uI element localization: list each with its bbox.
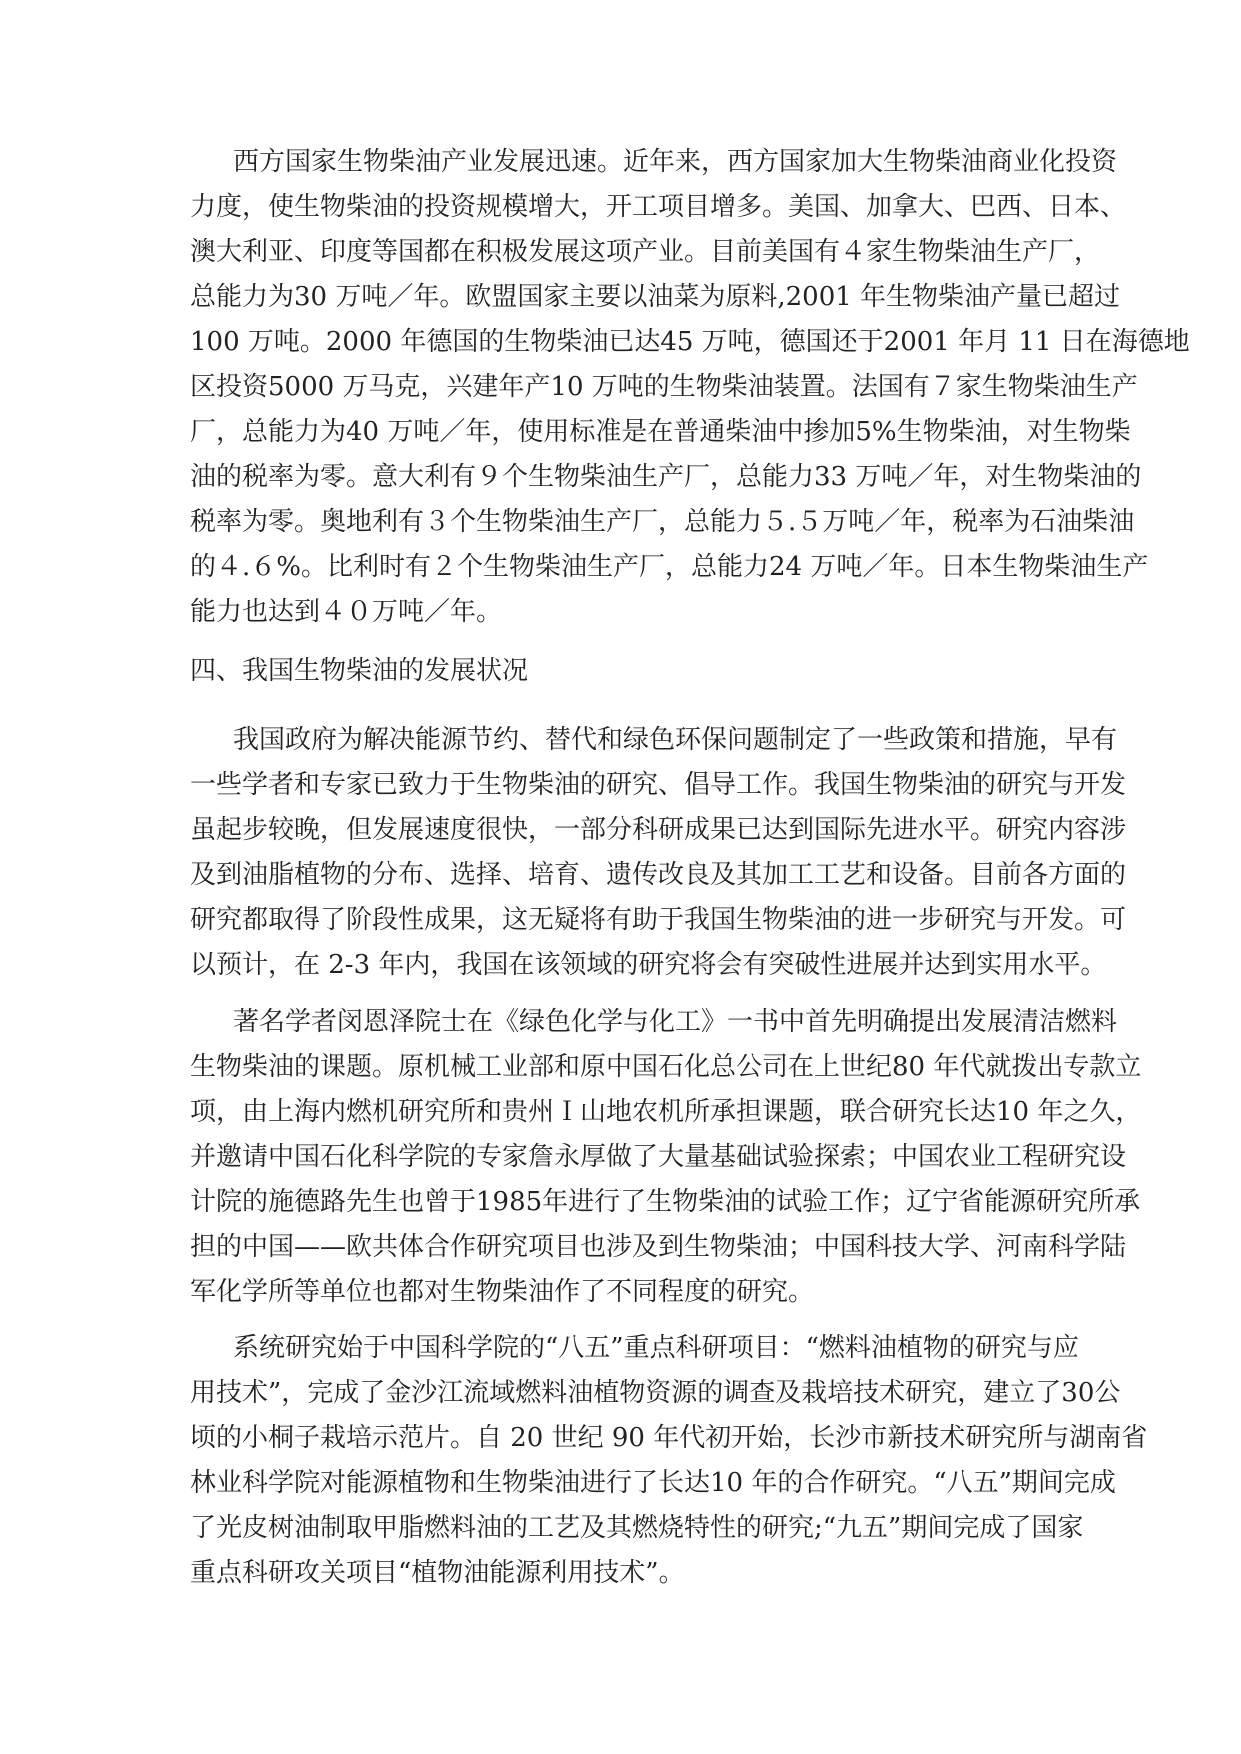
paragraph-line: 并邀请中国石化科学院的专家詹永厚做了大量基础试验探索；中国农业工程研究设 (190, 1142, 1127, 1172)
paragraph-line: 澳大利亚、印度等国都在积极发展这项产业。目前美国有４家生物柴油生产厂， (190, 237, 1101, 267)
paragraph-china-policy (190, 718, 1127, 988)
paragraph-line: 的４.６%。比利时有２个生物柴油生产厂，总能力24 万吨／年。日本生物柴油生产 (190, 552, 1149, 582)
paragraph-cas-research (190, 1326, 1148, 1596)
paragraph-line: 油的税率为零。意大利有９个生物柴油生产厂，总能力33 万吨／年，对生物柴油的 (190, 462, 1142, 492)
paragraph-line: 一些学者和专家已致力于生物柴油的研究、倡导工作。我国生物柴油的研究与开发 (190, 770, 1127, 800)
paragraph-min-enze (190, 1000, 1142, 1315)
paragraph-line: 我国政府为解决能源节约、替代和绿色环保问题制定了一些政策和措施，早有 (233, 725, 1118, 755)
paragraph-line: 区投资5000 万马克，兴建年产10 万吨的生物柴油装置。法国有７家生物柴油生产 (190, 372, 1138, 402)
paragraph-line: 著名学者闵恩泽院士在《绿色化学与化工》一书中首先明确提出发展清洁燃料 (233, 1007, 1118, 1037)
paragraph-line: 力度，使生物柴油的投资规模增大，开工项目增多。美国、加拿大、巴西、日本、 (190, 192, 1127, 222)
section-heading-text: 四、我国生物柴油的发展状况 (190, 656, 529, 686)
paragraph-line: 了光皮树油制取甲脂燃料油的工艺及其燃烧特性的研究;“九五”期间完成了国家 (190, 1513, 1084, 1543)
paragraph-line: 林业科学院对能源植物和生物柴油进行了长达10 年的合作研究。“八五”期间完成 (190, 1468, 1116, 1498)
paragraph-line: 生物柴油的课题。原机械工业部和原中国石化总公司在上世纪80 年代就拨出专款立 (190, 1052, 1142, 1082)
paragraph-line: 项，由上海内燃机研究所和贵州Ｉ山地农机所承担课题，联合研究长达10 年之久， (190, 1097, 1142, 1127)
paragraph-line: 能力也达到４０万吨／年。 (190, 597, 503, 627)
section-heading (190, 649, 1090, 694)
paragraph-line: 税率为零。奥地利有３个生物柴油生产厂，总能力５.５万吨／年，税率为石油柴油 (190, 507, 1135, 537)
paragraph-line: 虽起步较晚，但发展速度很快，一部分科研成果已达到国际先进水平。研究内容涉 (190, 815, 1127, 845)
paragraph-line: 西方国家生物柴油产业发展迅速。近年来，西方国家加大生物柴油商业化投资 (233, 147, 1118, 177)
paragraph-line: 用技术”，完成了金沙江流域燃料油植物资源的调查及栽培技术研究，建立了30公 (190, 1378, 1121, 1408)
paragraph-line: 100 万吨。2000 年德国的生物柴油已达45 万吨，德国还于2001 年月 11 日在海德地 (190, 327, 1190, 357)
paragraph-line: 顷的小桐子栽培示范片。自 20 世纪 90 年代初开始，长沙市新技术研究所与湖南省 (190, 1423, 1148, 1453)
paragraph-line: 重点科研攻关项目“植物油能源利用技术”。 (190, 1558, 685, 1588)
paragraph-line: 及到油脂植物的分布、选择、培育、遗传改良及其加工工艺和设备。目前各方面的 (190, 860, 1127, 890)
paragraph-line: 研究都取得了阶段性成果，这无疑将有助于我国生物柴油的进一步研究与开发。可 (190, 905, 1127, 935)
paragraph-western-biodiesel (190, 140, 1190, 635)
paragraph-line: 军化学所等单位也都对生物柴油作了不同程度的研究。 (190, 1277, 815, 1307)
paragraph-line: 总能力为30 万吨／年。欧盟国家主要以油菜为原料,2001 年生物柴油产量已超过 (190, 282, 1121, 312)
paragraph-line: 系统研究始于中国科学院的“八五”重点科研项目：“燃料油植物的研究与应 (233, 1333, 1079, 1363)
paragraph-line: 担的中国——欧共体合作研究项目也涉及到生物柴油；中国科技大学、河南科学陆 (190, 1232, 1127, 1262)
paragraph-line: 计院的施德路先生也曾于1985年进行了生物柴油的试验工作；辽宁省能源研究所承 (190, 1187, 1141, 1217)
paragraph-line: 以预计，在 2-3 年内，我国在该领域的研究将会有突破性进展并达到实用水平。 (190, 950, 1107, 980)
paragraph-line: 厂，总能力为40 万吨／年，使用标准是在普通柴油中掺加5%生物柴油，对生物柴 (190, 417, 1131, 447)
